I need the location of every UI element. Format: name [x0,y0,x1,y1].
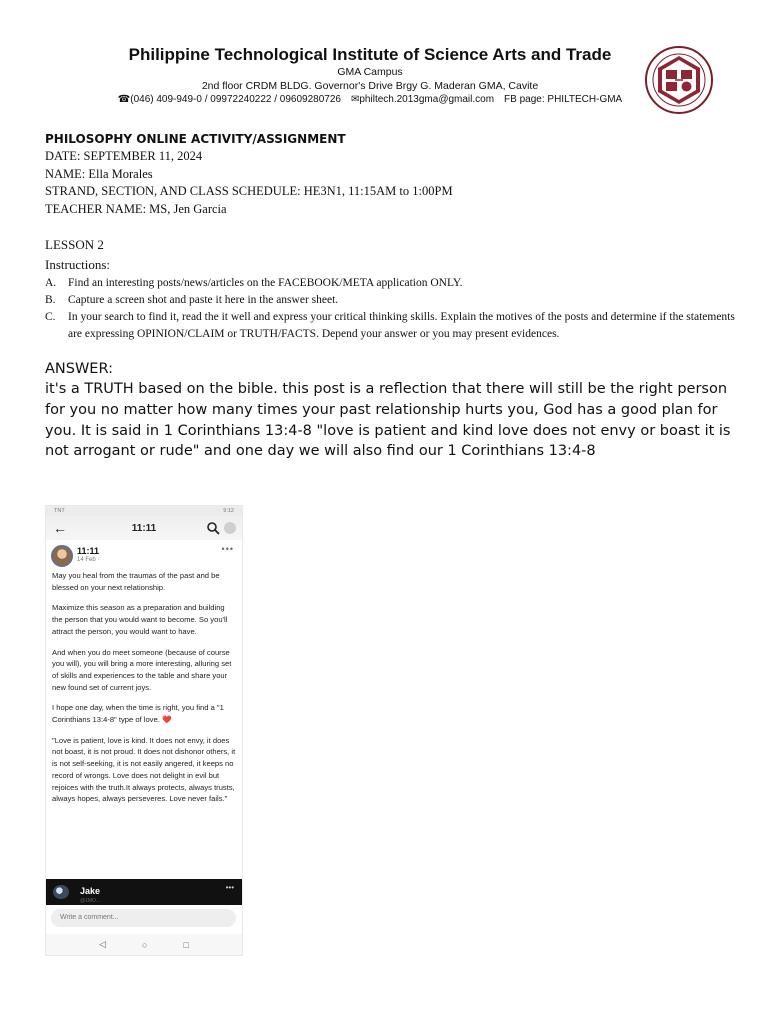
post-paragraph-with-heart [52,702,236,725]
student-info [45,131,735,218]
instruction-item [45,292,735,309]
page-title: 11:11 [131,522,157,534]
answer-label: ANSWER: [45,361,113,377]
post-paragraph: And when you do meet someone (because of course you will), you will bring a more interesting, alluring set of skills and experiences to the table and share your new found set of current joys. [52,647,232,692]
instruction-text: Find an interesting posts/news/articles on the FACEBOOK/META application ONLY. [68,277,463,289]
teacher-line: TEACHER NAME: MS, Jen Garcia [45,201,227,216]
post-author[interactable]: 11:11 [77,546,100,556]
heart-icon: ❤️ [161,715,172,725]
instructions-label: Instructions: [45,257,110,272]
post-paragraph: Maximize this season as a preparation and building the person that you would want to become. So you'll attract the person, you would want to have. [52,603,228,636]
phone-status-bar [46,506,242,516]
commenter-name: Jake [80,886,101,896]
android-nav-bar [46,934,242,955]
status-time: 9:12 [223,508,234,514]
post-paragraph: "Love is patient, love is kind. It does not envy, it does not boast, it is not proud. It does not dishonor others, it is not self-seeking, it is not easily angered, it keeps no record of wrongs. Love does not delight in evil but rejoices with the truth.It always protects, always trusts, always hopes, always perseveres. Love never fails." [52,735,236,804]
profile-avatar-icon[interactable] [224,522,236,534]
phone-icon: ☎ [117,94,131,105]
fb-page: FB page: PHILTECH-GMA [504,94,623,105]
strand-line: STRAND, SECTION, AND CLASS SCHEDULE: HE3N1, 11:15AM to 1:00PM [45,184,453,198]
post-paragraph: May you heal from the traumas of the past and be blessed on your next relationship. [52,571,220,592]
more-options-icon[interactable]: ••• [221,544,234,554]
instruction-letter: A. [45,277,57,289]
phone-numbers: (046) 409-949-0 / 09972240222 / 09609280726 [130,94,341,105]
instruction-item [45,309,735,343]
nav-home-icon[interactable]: ○ [142,939,148,950]
post-date: 14 Feb · [77,557,100,563]
commenter-avatar [53,885,69,899]
comment-preview[interactable] [46,879,242,905]
search-icon[interactable] [206,521,220,535]
page-header [46,516,242,540]
back-arrow-icon[interactable]: ← [53,520,67,536]
comment-options-icon[interactable]: ••• [225,883,234,892]
mail-icon: ✉ [350,94,360,105]
post-body [46,570,242,805]
phone-info [118,93,341,106]
author-avatar[interactable] [51,545,73,567]
instruction-letter: B. [45,294,56,306]
campus-name: GMA Campus [337,66,403,78]
post-paragraph: I hope one day, when the time is right, you find a "1 Corinthians 13:4-8" type of love. [52,703,224,725]
institution-name: Philippine Technological Institute of Science Arts and Trade [128,45,612,64]
lesson-label: LESSON 2 [45,237,104,252]
status-carrier: TNT [54,508,65,514]
commenter-handle: @1MO... [80,898,101,904]
post-header [46,540,242,570]
nav-recent-icon[interactable]: □ [183,939,189,950]
name-line: NAME: Ella Morales [45,166,153,181]
instruction-text: Capture a screen shot and paste it here in the answer sheet. [68,294,339,306]
email-info [351,93,494,106]
instruction-text: In your search to find it, read the it well and express your critical thinking skills. Explain the motives of the posts and determine if the statements are expressing OPINION/CLAIM or TRUTH/FACTS. Depend your answer or you may present evidences. [68,311,735,340]
email-address: philtech.2013gma@gmail.com [359,94,495,105]
nav-back-icon[interactable]: ◁ [99,939,107,949]
comment-input[interactable]: Write a comment... [51,909,236,927]
answer-text: it's a TRUTH based on the bible. this post is a reflection that there will still be the right person for you no matter how many times your past relationship hurts you, God has a good plan for you. It is said in 1 Corinthians 13:4-8 "love is patient and kind love does not envy or boast it is not arrogant or rude" and one day we will also find our 1 Corinthians 13:4-8 [45,381,731,460]
instruction-letter: C. [45,311,56,323]
letterhead [90,44,650,106]
school-seal-logo [645,46,713,114]
instruction-item [45,275,735,292]
date-line: DATE: SEPTEMBER 11, 2024 [45,149,203,163]
assignment-title: PHILOSOPHY ONLINE ACTIVITY/ASSIGNMENT [45,132,346,146]
contact-line [90,93,650,106]
instructions-list [45,275,735,343]
facebook-post-screenshot [45,505,243,956]
address: 2nd floor CRDM BLDG. Governor's Drive Brgy G. Maderan GMA, Cavite [201,79,539,92]
